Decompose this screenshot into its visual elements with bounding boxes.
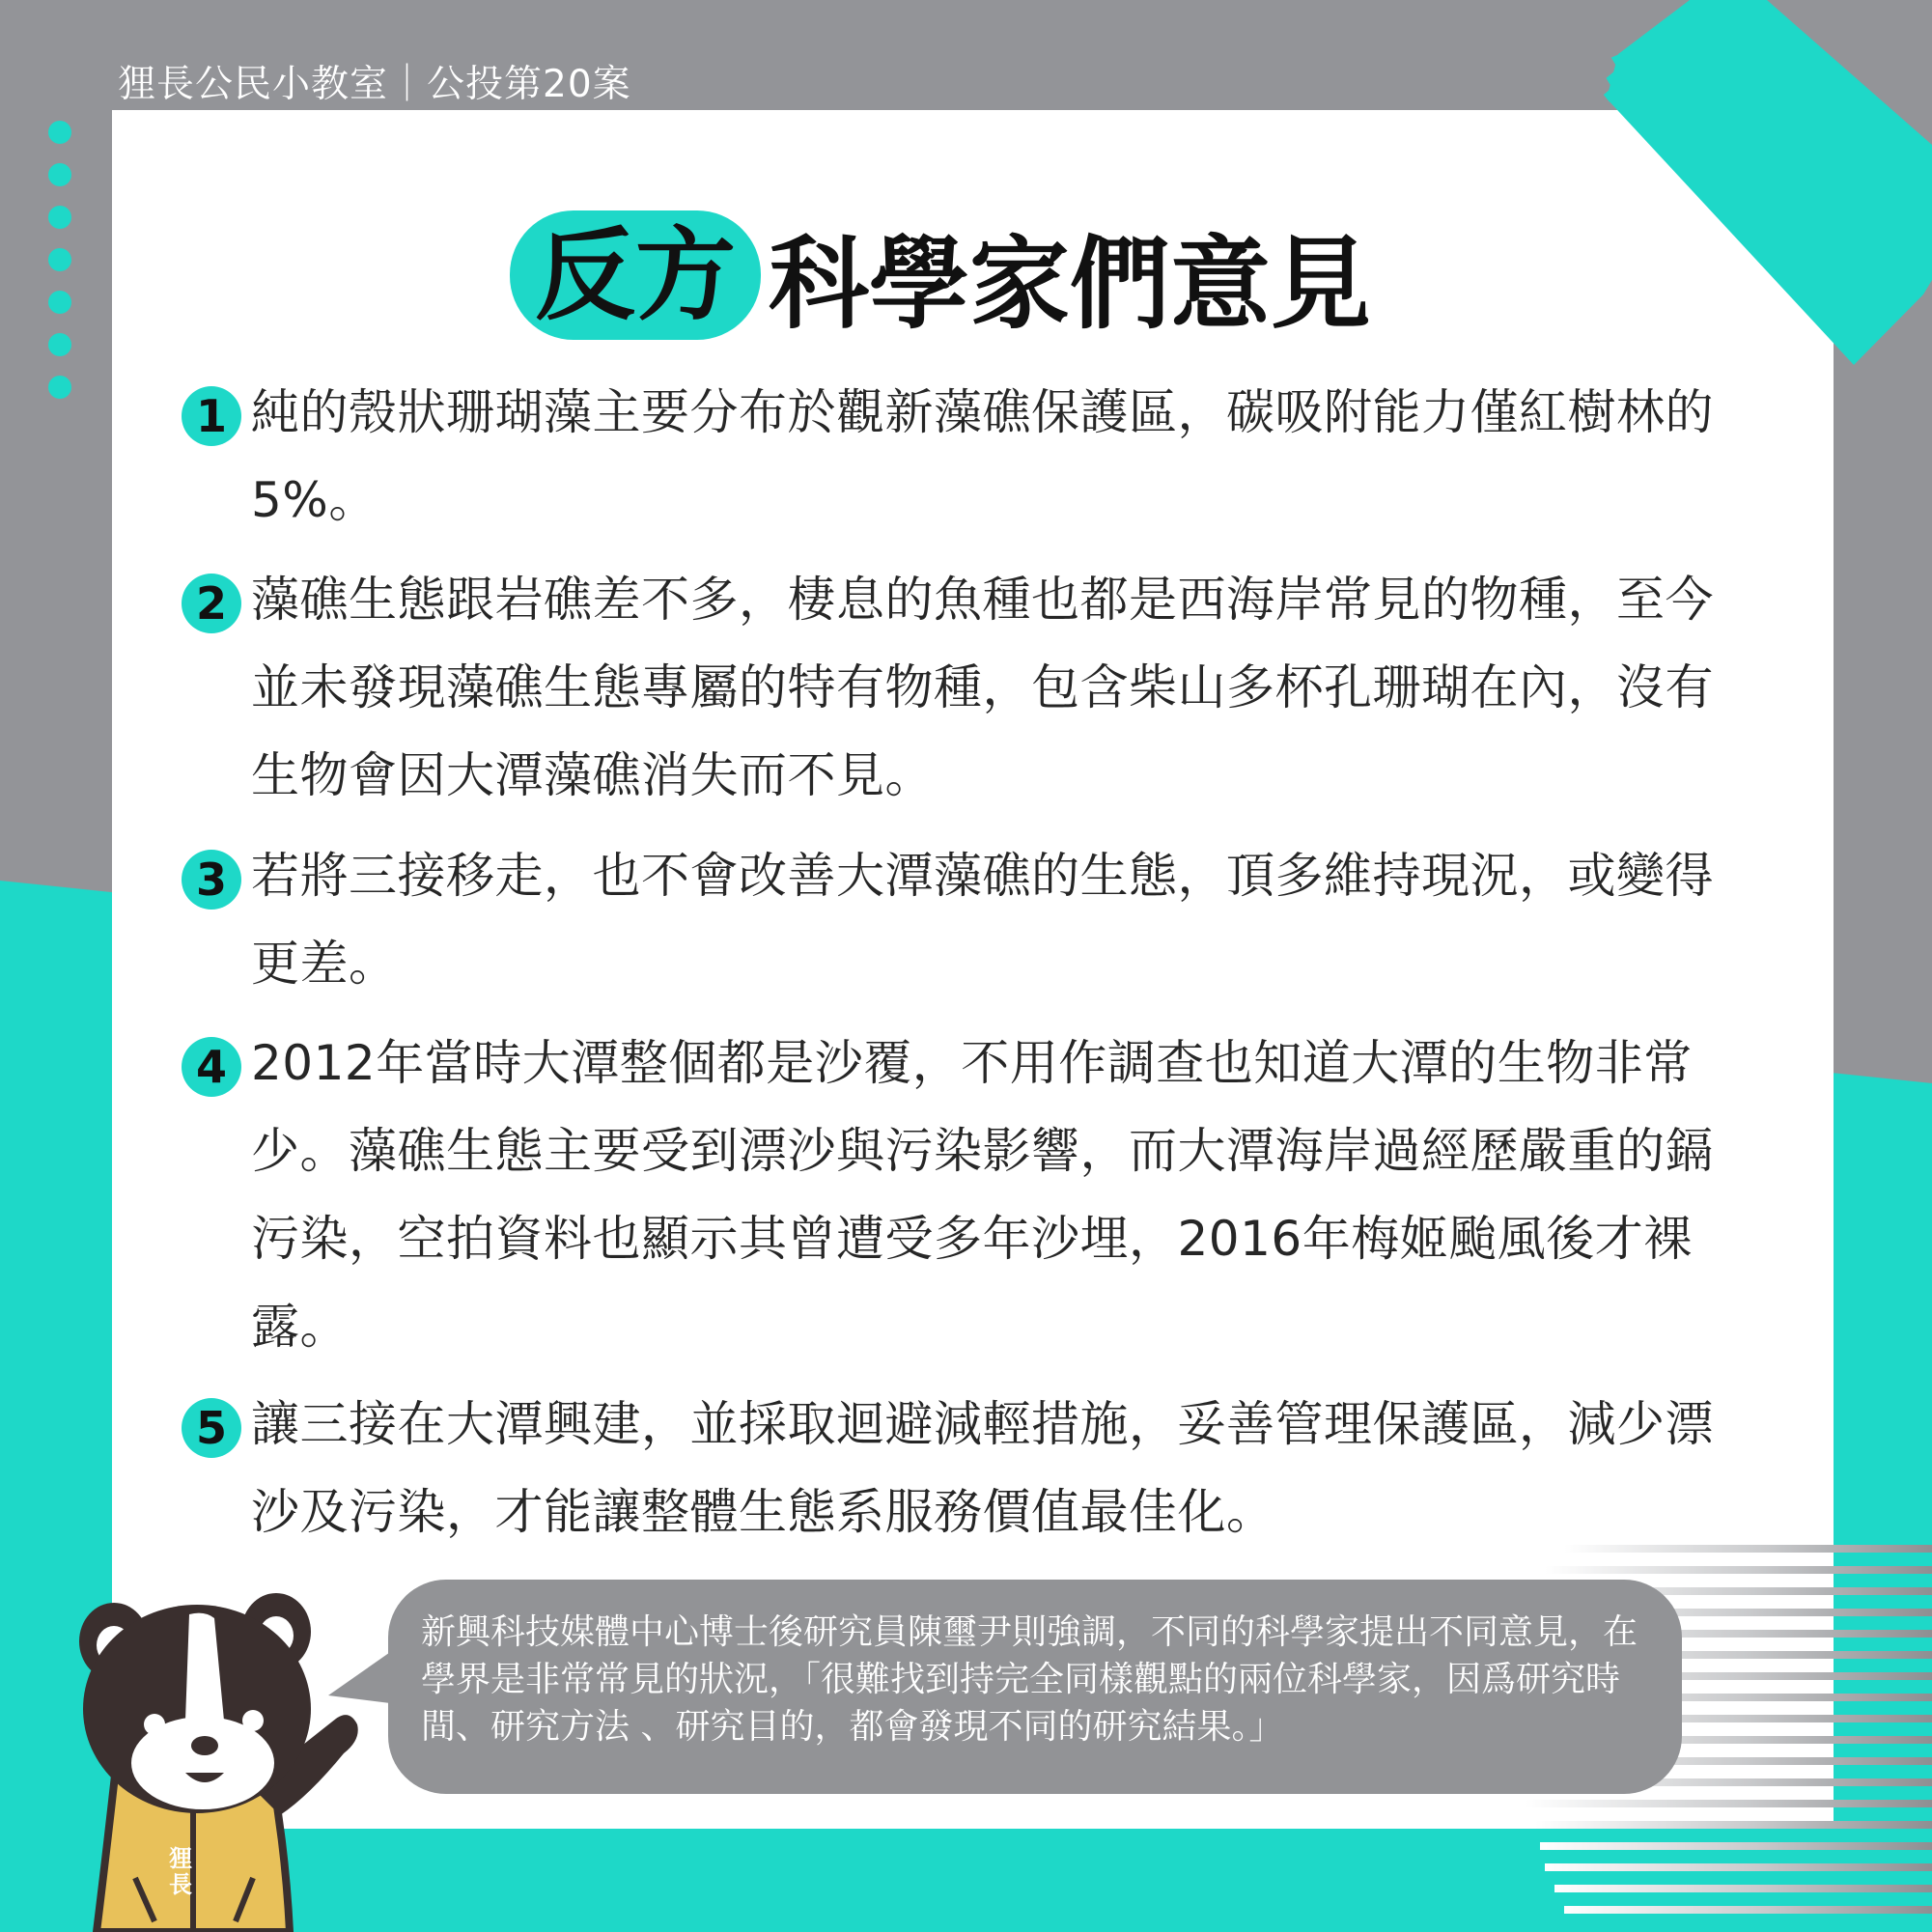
point-text: 藻礁生態跟岩礁差不多，棲息的魚種也都是西海岸常見的物種，至今並未發現藻礁生態專屬的特有物種，包含柴山多杯孔珊瑚在內，沒有生物會因大潭藻礁消失而不見。 [251, 572, 1714, 803]
point-number-badge: 5 [182, 1398, 241, 1458]
point-number-badge: 2 [182, 574, 241, 633]
title-text: 科學家們意見 [769, 225, 1372, 343]
quote-text: 新興科技媒體中心博士後研究員陳璽尹則強調，不同的科學家提出不同意見，在學界是非常常見的狀況，「很難找到持完全同樣觀點的兩位科學家，因爲研究時間、研究方法 、研究目的，都會發現不同的研究結果。」 [421, 1612, 1638, 1747]
header-series-title: 狸長公民小教室｜公投第20案 [118, 63, 631, 106]
point-number-badge: 3 [182, 850, 241, 910]
point-text: 若將三接移走，也不會改善大潭藻礁的生態，頂多維持現況，或變得更差。 [251, 848, 1714, 992]
point-number-badge: 4 [182, 1037, 241, 1097]
point-text: 2012年當時大潭整個都是沙覆，不用作調查也知道大潭的生物非常少。藻礁生態主要受到漂沙與污染影響，而大潭海岸過經歷嚴重的鎘污染，空拍資料也顯示其曾遭受多年沙埋，2016年梅姬颱風後才裸露。 [251, 1035, 1714, 1355]
point-text: 讓三接在大潭興建，並採取迴避減輕措施，妥善管理保護區，減少漂沙及污染，才能讓整體生態系服務價值最佳化。 [251, 1396, 1714, 1540]
point-text: 純的殼狀珊瑚藻主要分布於觀新藻礁保護區，碳吸附能力僅紅樹林的5%。 [251, 384, 1714, 528]
point-number-badge: 1 [182, 386, 241, 446]
mascot-jacket-label: 狸長 [169, 1845, 192, 1898]
title-highlight: 反方 [510, 210, 761, 340]
